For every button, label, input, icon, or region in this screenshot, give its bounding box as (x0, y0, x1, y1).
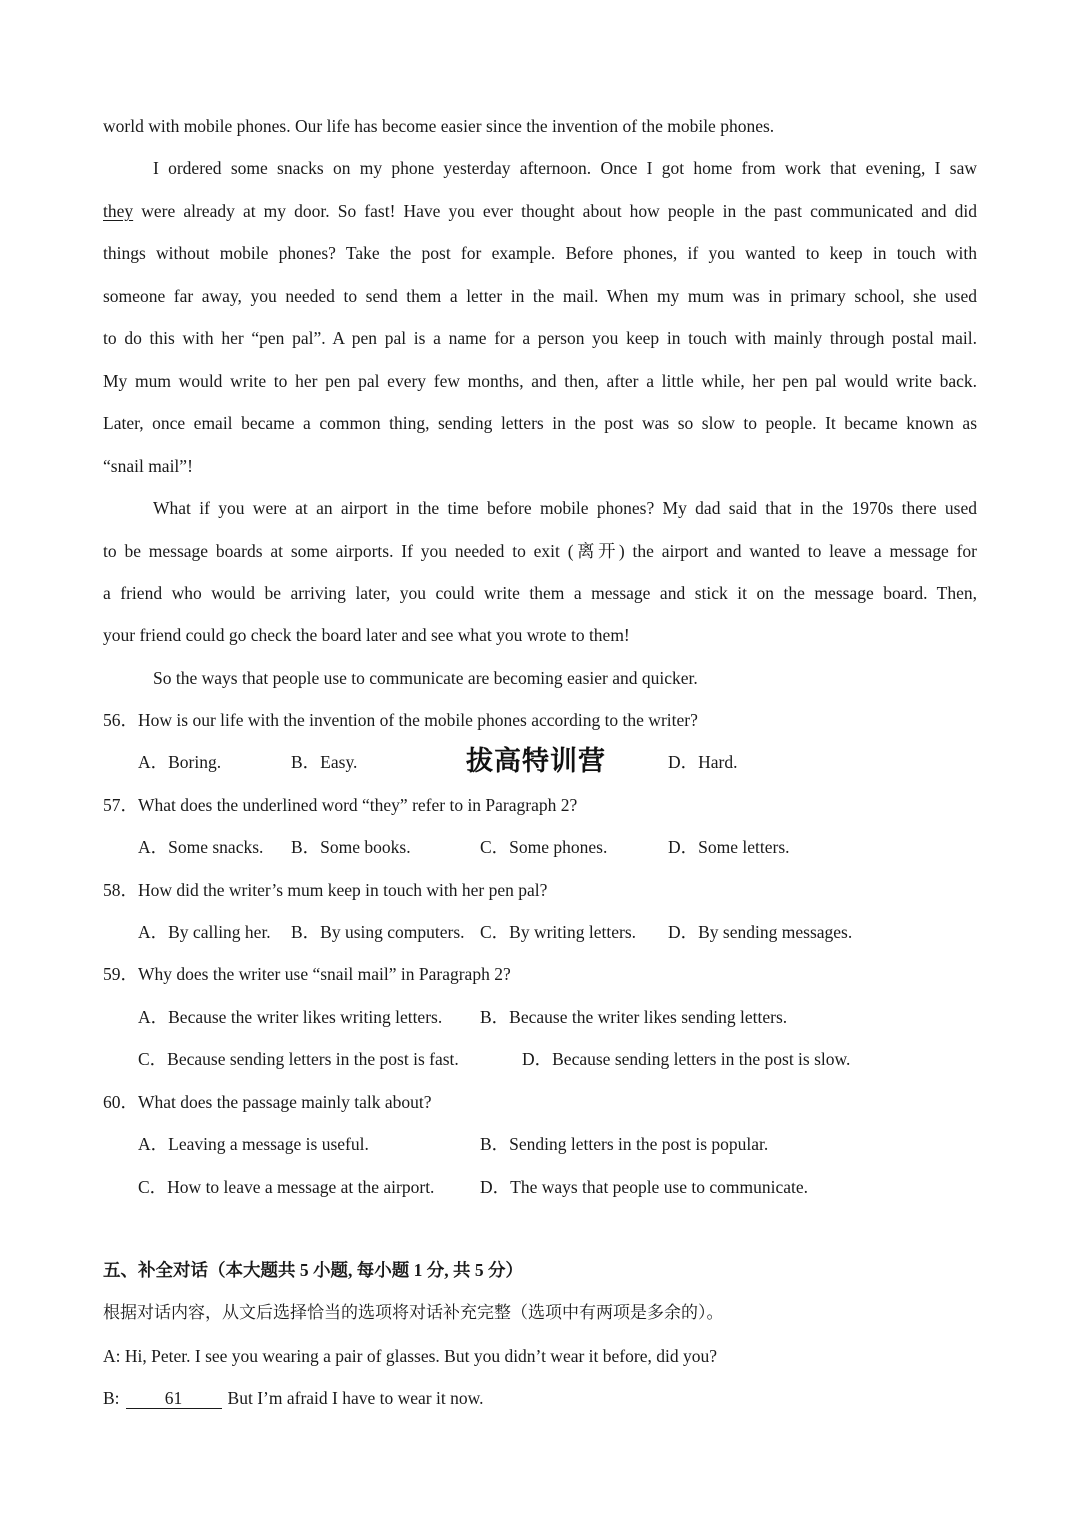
passage-line (103, 199, 977, 223)
question-stem: 56．How is our life with the invention of the mobile phones according to the writer? (103, 710, 698, 730)
passage-line: your friend could go check the board later and see what you wrote to them! (103, 625, 630, 645)
answer-option[interactable]: C．How to leave a message at the airport. (138, 1177, 435, 1197)
passage-line: What if you were at an airport in the time before mobile phones? My dad said that in the 1970s there used (153, 498, 977, 518)
answer-option[interactable]: D．Some letters. (668, 837, 790, 857)
answer-option[interactable]: D．The ways that people use to communicate. (480, 1177, 809, 1197)
watermark: 拔高特训营 (466, 746, 606, 777)
answer-option[interactable]: D．Hard. (668, 752, 738, 772)
question-stem: 59．Why does the writer use “snail mail” in Paragraph 2? (103, 964, 511, 984)
question-stem: 57．What does the underlined word “they” refer to in Paragraph 2? (103, 795, 578, 815)
answer-option[interactable]: B．Because the writer likes sending letters. (480, 1007, 788, 1027)
passage-line: to be message boards at some airports. If you needed to exit (离开) the airport and wanted to leave a message for (103, 541, 977, 561)
answer-option[interactable]: A．Leaving a message is useful. (138, 1134, 369, 1154)
question-stem: 58．How did the writer’s mum keep in touch with her pen pal? (103, 880, 548, 900)
answer-option[interactable]: B．Sending letters in the post is popular. (480, 1134, 769, 1154)
dialogue-text: But I’m afraid I have to wear it now. (227, 1388, 484, 1408)
section-instruction: 根据对话内容，从文后选择恰当的选项将对话补充完整（选项中有两项是多余的）。 (103, 1303, 724, 1323)
passage-line: “snail mail”! (103, 456, 193, 476)
answer-blank[interactable]: 61 (126, 1388, 222, 1409)
dialogue-line-a: A: Hi, Peter. I see you wearing a pair of glasses. But you didn’t wear it before, did you? (103, 1346, 717, 1366)
passage-line: Later, once email became a common thing, sending letters in the post was so slow to people. It became known as (103, 413, 977, 433)
passage-line: world with mobile phones. Our life has become easier since the invention of the mobile phones. (103, 116, 775, 136)
answer-option[interactable]: A．Boring. (138, 752, 222, 772)
passage-line: to do this with her “pen pal”. A pen pal is a name for a person you keep in touch with mainly through postal mail. (103, 328, 977, 348)
answer-option[interactable]: C．Some phones. (480, 837, 608, 857)
answer-option[interactable]: B．Some books. (291, 837, 411, 857)
answer-option[interactable]: C．Because sending letters in the post is fast. (138, 1049, 459, 1069)
question-stem: 60．What does the passage mainly talk about? (103, 1092, 432, 1112)
answer-option[interactable]: D．Because sending letters in the post is slow. (522, 1049, 851, 1069)
underlined-word: they (103, 201, 134, 221)
passage-line: someone far away, you needed to send them a letter in the mail. When my mum was in primary school, she used (103, 286, 977, 306)
passage-text: were already at my door. So fast! Have you ever thought about how people in the past communicated and did (133, 201, 977, 221)
section-heading: 五、补全对话（本大题共 5 小题, 每小题 1 分, 共 5 分） (103, 1260, 523, 1280)
answer-option[interactable]: A．Some snacks. (138, 837, 264, 857)
passage-line: things without mobile phones? Take the post for example. Before phones, if you wanted to keep in touch with (103, 243, 977, 263)
answer-option[interactable]: C．By writing letters. (480, 922, 637, 942)
passage-line: a friend who would be arriving later, you could write them a message and stick it on the message board. Then, (103, 583, 977, 603)
answer-option[interactable]: B．Easy. (291, 752, 358, 772)
passage-line: My mum would write to her pen pal every few months, and then, after a little while, her pen pal would write back. (103, 371, 977, 391)
speaker-label: B: (103, 1388, 120, 1408)
answer-option[interactable]: D．By sending messages. (668, 922, 853, 942)
answer-option[interactable]: A．Because the writer likes writing letters. (138, 1007, 443, 1027)
dialogue-line-b (103, 1386, 977, 1410)
answer-option[interactable]: A．By calling her. (138, 922, 271, 942)
passage-line: So the ways that people use to communicate are becoming easier and quicker. (153, 668, 698, 688)
passage-line: I ordered some snacks on my phone yesterday afternoon. Once I got home from work that evening, I saw (153, 158, 977, 178)
answer-option[interactable]: B．By using computers. (291, 922, 465, 942)
